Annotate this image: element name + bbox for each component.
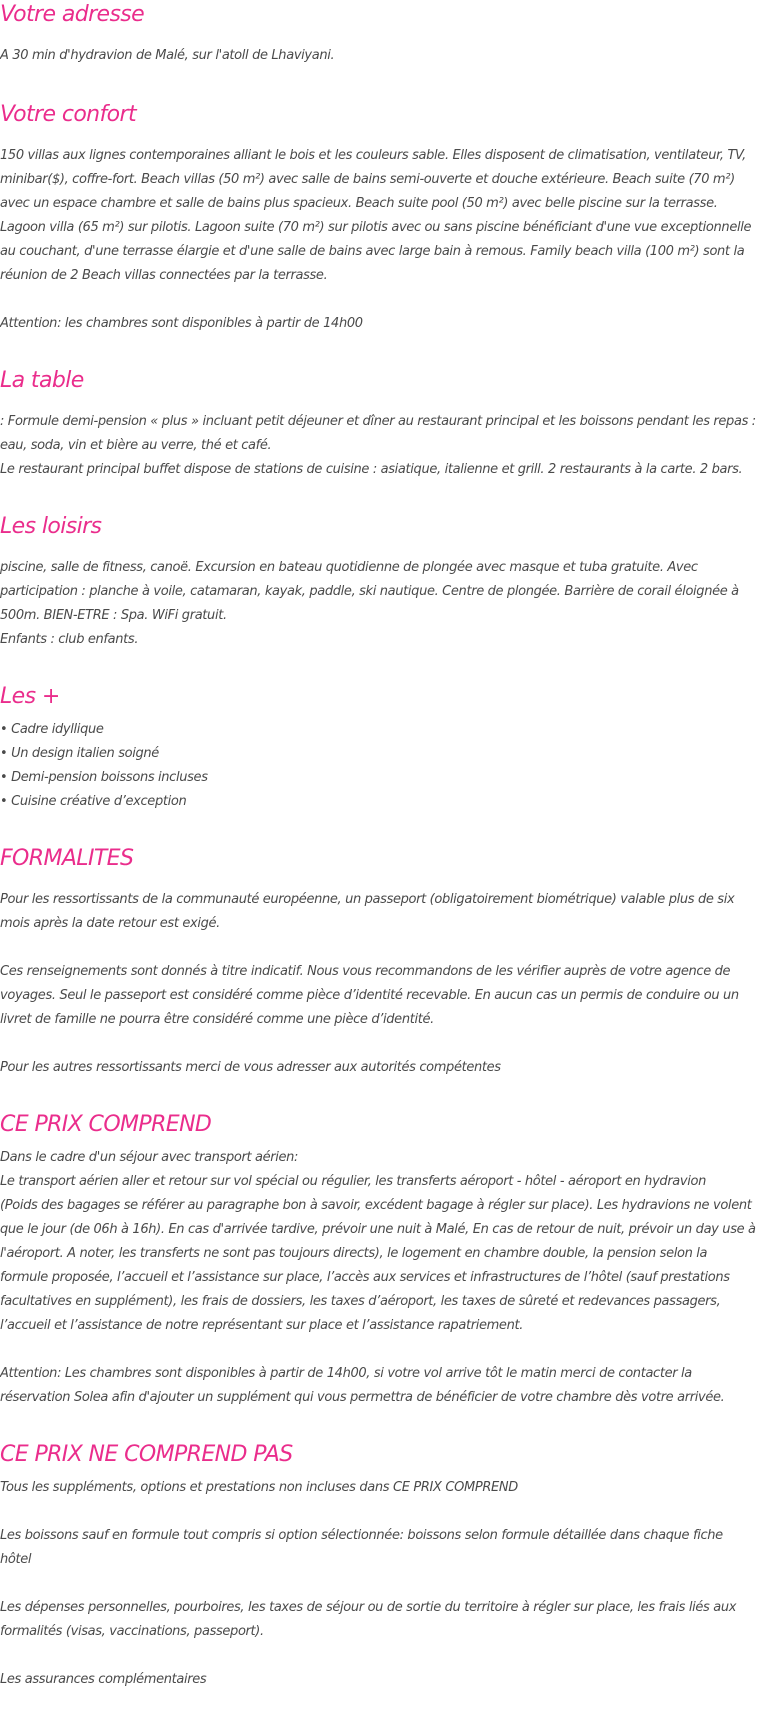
section-body-loisirs [0,556,758,652]
text-line: A 30 min d'hydravion de Malé, sur l'atoll de Lhaviyani. [0,48,335,63]
text-line: Le restaurant principal buffet dispose de stations de cuisine : asiatique, italienne et grill. 2 restaurants à la carte. 2 bars. [0,462,743,477]
text-line: livret de famille ne pourra être considéré comme une pièce d’identité. [0,1012,434,1027]
section-adresse [0,0,758,68]
section-title-loisirs: Les loisirs [0,514,102,539]
section-body-table [0,410,758,482]
text-line: Dans le cadre d'un séjour avec transport aérien: [0,1150,299,1165]
section-confort [0,100,758,336]
blank-line [0,288,758,312]
text-line: l'aéroport. A noter, les transferts ne sont pas toujours directs), le logement en chambre double, la pension selon la [0,1246,708,1261]
text-line: Lagoon villa (65 m²) sur pilotis. Lagoon suite (70 m²) sur pilotis avec ou sans piscine bénéficiant d'une vue exceptionnelle [0,220,752,235]
text-line: mois après la date retour est exigé. [0,916,220,931]
section-title-confort: Votre confort [0,102,136,127]
section-title-prix-ne-comprend-pas: CE PRIX NE COMPREND PAS [0,1442,293,1467]
section-body-confort [0,144,758,336]
text-line: formalités (visas, vaccinations, passeport). [0,1624,264,1639]
section-title-adresse: Votre adresse [0,2,145,27]
blank-line [0,1644,758,1668]
text-line: Les dépenses personnelles, pourboires, les taxes de séjour ou de sortie du territoire à régler sur place, les frais liés aux [0,1600,737,1615]
text-line: 150 villas aux lignes contemporaines alliant le bois et les couleurs sable. Elles disposent de climatisation, ventilateur, TV, [0,148,746,163]
text-line: participation : planche à voile, catamaran, kayak, paddle, ski nautique. Centre de plongée. Barrière de corail éloignée à [0,584,739,599]
section-title-table: La table [0,368,84,393]
text-line: 500m. BIEN-ETRE : Spa. WiFi gratuit. [0,608,227,623]
text-line: l’accueil et l’assistance de notre représentant sur place et l’assistance rapatriement. [0,1318,523,1333]
section-body-adresse [0,44,758,68]
text-line: Enfants : club enfants. [0,632,139,647]
section-title-prix-comprend: CE PRIX COMPREND [0,1112,212,1137]
section-prix-ne-comprend-pas [0,1440,758,1692]
blank-line [0,1500,758,1524]
blank-line [0,1338,758,1362]
section-prix-comprend [0,1110,758,1410]
section-table [0,366,758,482]
text-line: Pour les ressortissants de la communauté européenne, un passeport (obligatoirement biométrique) valable plus de six [0,892,735,907]
text-line: (Poids des bagages se référer au paragraphe bon à savoir, excédent bagage à régler sur place). Les hydravions ne volent [0,1198,752,1213]
text-line: voyages. Seul le passeport est considéré comme pièce d’identité recevable. En aucun cas un permis de conduire ou un [0,988,739,1003]
section-body-prix-ne-comprend-pas [0,1476,758,1692]
text-line: : Formule demi-pension « plus » incluant petit déjeuner et dîner au restaurant principal et les boissons pendant les repas : [0,414,756,429]
text-line: Les boissons sauf en formule tout compris si option sélectionnée: boissons selon formule détaillée dans chaque fiche [0,1528,723,1543]
text-line: réunion de 2 Beach villas connectées par la terrasse. [0,268,328,283]
text-line: Pour les autres ressortissants merci de vous adresser aux autorités compétentes [0,1060,501,1075]
text-line: Ces renseignements sont donnés à titre indicatif. Nous vous recommandons de les vérifier auprès de votre agence de [0,964,731,979]
list-item: • Un design italien soigné [0,746,159,761]
text-line: formule proposée, l’accueil et l’assistance sur place, l’accès aux services et infrastructures de l’hôtel (sauf prestations [0,1270,730,1285]
text-line: réservation Solea afin d'ajouter un supplément qui vous permettra de bénéficier de votre chambre dès votre arrivée. [0,1390,725,1405]
section-body-plus [0,718,758,814]
text-line: Tous les suppléments, options et prestations non incluses dans CE PRIX COMPREND [0,1480,518,1495]
section-body-formalites [0,888,758,1080]
blank-line [0,936,758,960]
text-line: Les assurances complémentaires [0,1672,207,1687]
section-plus [0,682,758,814]
text-line: hôtel [0,1552,32,1567]
text-line: facultatives en supplément), les frais de dossiers, les taxes d’aéroport, les taxes de sûreté et redevances passagers, [0,1294,721,1309]
blank-line [0,1572,758,1596]
text-line: piscine, salle de fitness, canoë. Excursion en bateau quotidienne de plongée avec masque et tuba gratuite. Avec [0,560,698,575]
text-line: minibar($), coffre-fort. Beach villas (50 m²) avec salle de bains semi-ouverte et douche extérieure. Beach suite (70 m²) [0,172,735,187]
text-line: que le jour (de 06h à 16h). En cas d'arrivée tardive, prévoir une nuit à Malé, En cas de retour de nuit, prévoir un day use à [0,1222,756,1237]
section-loisirs [0,512,758,652]
text-line: au couchant, d'une terrasse élargie et d'une salle de bains avec large bain à remous. Family beach villa (100 m²) sont la [0,244,745,259]
text-line: Le transport aérien aller et retour sur vol spécial ou régulier, les transferts aéroport - hôtel - aéroport en hydravion [0,1174,707,1189]
list-item: • Cadre idyllique [0,722,104,737]
list-item: • Cuisine créative d’exception [0,794,187,809]
section-body-prix-comprend [0,1146,758,1410]
text-line: avec un espace chambre et salle de bains plus spacieux. Beach suite pool (50 m²) avec belle piscine sur la terrasse. [0,196,718,211]
blank-line [0,1032,758,1056]
section-formalites [0,844,758,1080]
section-title-plus: Les + [0,684,60,709]
text-line: Attention: Les chambres sont disponibles à partir de 14h00, si votre vol arrive tôt le matin merci de contacter la [0,1366,692,1381]
list-item: • Demi-pension boissons incluses [0,770,208,785]
section-title-formalites: FORMALITES [0,846,134,871]
text-line: Attention: les chambres sont disponibles à partir de 14h00 [0,316,363,331]
text-line: eau, soda, vin et bière au verre, thé et café. [0,438,272,453]
